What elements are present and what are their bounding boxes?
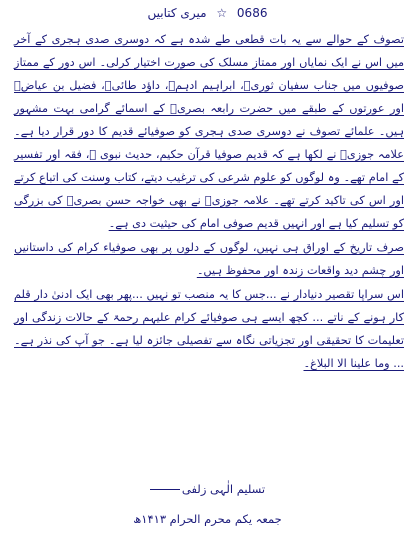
paragraph-1: تصوف کے حوالے سے یہ بات قطعی طے شدہ ہے کہ دوسری صدی ہجری کے آخر میں اس نے ایک نمایاں اور ممتاز مسلک کی صورت اختیار کرلی۔ اس دور کے ممتاز صوفیوں میں جناب سفیان ثوریؒ، ابراہیم ادہمؒ، داؤد طائیؒ، فضیل بن عیاضؒ اور عورتوں کے طبقے میں حضرت رابعہ بصریؒ کے اسمائے گرامی بہت مشہور ہیں۔ علمائے تصوف نے دوسری صدی ہجری کو صوفیائے قدیم کا دور قرار دیا ہے۔ علامہ جوزیؒ نے لکھا ہے کہ قدیم صوفیا قرآن حکیم، حدیث نبوی ﷺ، فقہ اور تفسیر کے امام تھے۔ وہ لوگوں کو علوم شرعی کی ترغیب دیتے، کتاب وسنت کی اتباع کرتے اور اس کی تاکید کرتے تھے۔ علامہ جوزیؒ نے بھی خواجہ حسن بصریؒ کی بزرگی کو تسلیم کیا ہے اور انہیں قدیم صوفی امام کی حیثیت دی ہے۔	[14, 33, 404, 230]
document-body	[14, 28, 404, 375]
paragraph-2: صرف تاریخ کے اوراق ہی نہیں، لوگوں کے دلوں پر بھی صوفیاء کرام کی داستانیں اور چشم دید واقعات زندہ اور محفوظ ہیں۔	[14, 241, 404, 277]
date-text: جمعہ یکم محرم الحرام ۱۴۱۳ھ	[133, 512, 282, 526]
signature	[0, 482, 415, 496]
paragraph-3: اس سراپا تقصیر دنیادار نے ...جس کا یہ منصب تو نہیں ...پھر بھی ایک ادنیٰ دار قلم کار ہونے کے ناتے ... کچھ ایسے ہی صوفیائے کرام علیہم رحمۃ کے حالات زندگی اور تعلیمات کا تحقیقی اور تجزیاتی نگاہ سے تفصیلی جائزہ لیا ہے۔ جو آپ کی نذر ہے۔ ... وما علینا الا البلاغ۔	[14, 288, 404, 370]
page-header	[0, 6, 415, 20]
star-icon: ☆	[216, 6, 228, 20]
signature-flourish	[150, 489, 180, 490]
document-date	[0, 512, 415, 526]
header-number: 0686	[236, 6, 268, 20]
header-title: میری کتابیں	[147, 6, 207, 20]
signature-text: تسلیم الٰہی زلفی	[181, 482, 266, 496]
